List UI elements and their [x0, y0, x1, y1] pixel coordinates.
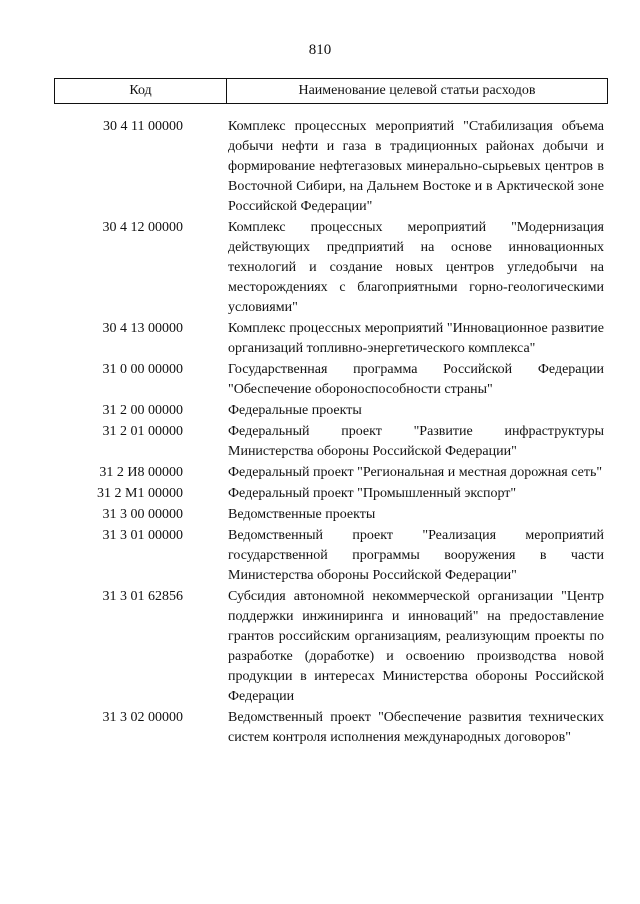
header-name: Наименование целевой статьи расходов — [298, 83, 536, 98]
table-row — [0, 708, 640, 748]
row-name: Комплекс процессных мероприятий "Модернизация действующих предприятий на основе инновационных технологий и создание новых центров угледобычи на месторождениях с благоприятными горно-геологическими условиями" — [228, 220, 604, 315]
row-name: Федеральный проект "Региональная и местная дорожная сеть" — [228, 465, 603, 480]
table-header — [54, 78, 608, 104]
table-row — [0, 505, 640, 525]
row-code: 30 4 12 00000 — [102, 220, 183, 235]
table-row — [0, 319, 640, 359]
row-name: Ведомственный проект "Реализация мероприятий государственной программы вооружения в части Министерства обороны Российской Федерации" — [228, 528, 604, 583]
row-name: Ведомственный проект "Обеспечение развития технических систем контроля исполнения международных договоров" — [228, 710, 604, 745]
row-name: Федеральные проекты — [228, 403, 362, 418]
row-code: 31 2 M1 00000 — [97, 486, 183, 501]
table-row — [0, 218, 640, 318]
row-name: Субсидия автономной некоммерческой организации "Центр поддержки инжиниринга и инноваций" на предоставление грантов российским организациям, реализующим проекты по разработке (доработке) и освоению производства новой продукции в интересах Министерства обороны Российской Федерации — [228, 589, 604, 704]
table-row — [0, 484, 640, 504]
table-row — [0, 117, 640, 217]
table-row — [0, 401, 640, 421]
table-body — [0, 117, 640, 748]
row-name: Ведомственные проекты — [228, 507, 376, 522]
table-row — [0, 587, 640, 707]
row-code: 31 3 01 00000 — [102, 528, 183, 543]
row-code: 31 2 01 00000 — [102, 424, 183, 439]
row-code: 31 3 00 00000 — [102, 507, 183, 522]
row-code: 31 3 01 62856 — [102, 589, 183, 604]
page-number: 810 — [308, 42, 332, 58]
row-code: 30 4 13 00000 — [102, 321, 183, 336]
row-name: Федеральный проект "Развитие инфраструктуры Министерства обороны Российской Федерации" — [228, 424, 604, 459]
table-row — [0, 422, 640, 462]
row-code: 31 0 00 00000 — [102, 362, 183, 377]
row-name: Комплекс процессных мероприятий "Стабилизация объема добычи нефти и газа в традиционных районах добычи и формирование нефтегазовых минерально-сырьевых центров в Восточной Сибири, на Дальнем Востоке и в Арктической зоне Российской Федерации" — [228, 119, 604, 214]
row-code: 31 3 02 00000 — [102, 710, 183, 725]
row-code: 31 2 И8 00000 — [99, 465, 183, 480]
row-name: Федеральный проект "Промышленный экспорт" — [228, 486, 517, 501]
row-name: Комплекс процессных мероприятий "Инновационное развитие организаций топливно-энергетического комплекса" — [228, 321, 604, 356]
table-row — [0, 360, 640, 400]
row-name: Государственная программа Российской Федерации "Обеспечение обороноспособности страны" — [228, 362, 604, 397]
header-code: Код — [55, 79, 227, 103]
row-code: 30 4 11 00000 — [103, 119, 183, 134]
table-row — [0, 526, 640, 586]
row-code: 31 2 00 00000 — [102, 403, 183, 418]
table-row — [0, 463, 640, 483]
